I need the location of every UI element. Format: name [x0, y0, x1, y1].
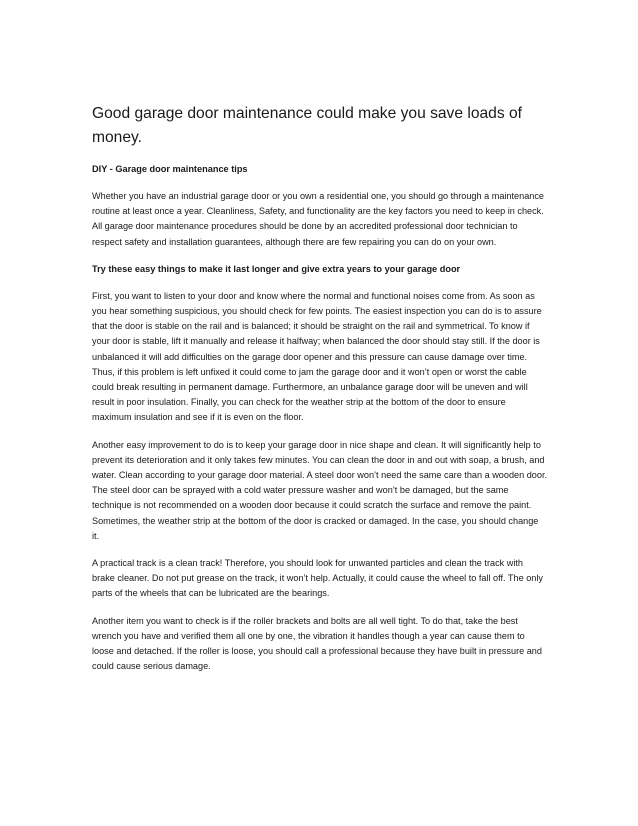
document-page — [92, 102, 547, 686]
section-subheading: DIY - Garage door maintenance tips — [92, 164, 248, 174]
body-paragraph-track: A practical track is a clean track! Therefore, you should look for unwanted particles and clean the track with brake cleaner. Do not put grease on the track, it won’t help. Actually, it could cause the wheel to fall off. The only parts of the wheels that can be lubricated are the bearings. — [92, 558, 543, 599]
document-title: Good garage door maintenance could make you save loads of money. — [92, 105, 522, 146]
intro-paragraph: Whether you have an industrial garage door or you own a residential one, you should go through a maintenance routine at least once a year. Cleanliness, Safety, and functionality are the key factors you need to keep in check. All garage door maintenance procedures should be done by an accredited professional door technician to respect safety and installation guarantees, although there are few repairing you can do on your own. — [92, 191, 544, 247]
body-paragraph-rollers: Another item you want to check is if the roller brackets and bolts are all well tight. To do that, take the best wrench you have and verified them all one by one, the vibration it handles though a year can cause them to loose and detached. If the roller is loose, you should call a professional because they have built in pressure and could cause serious damage. — [92, 615, 542, 672]
body-paragraph-listen: First, you want to listen to your door and know where the normal and functional noises come from. As soon as you hear something suspicious, you should check for few points. The easiest inspection you can do is to assure that the door is stable on the rail and is balanced; it should be straight on the rail and symmetrical. To know if your door is stable, lift it manually and release it halfway; when balanced the door should stay still. If the door is unbalanced it will add difficulties on the garage door opener and this pressure can cause damage over time. Thus, if this problem is left unfixed it could come to jam the garage door and it won’t open or worst the cable could break resulting in permanent damage. Furthermore, an unbalance garage door will be uneven and will result in poor insulation. Finally, you can check for the weather strip at the bottom of the door to ensure maximum insulation and see if it is even on the floor. — [92, 290, 542, 423]
tips-heading: Try these easy things to make it last longer and give extra years to your garage door — [92, 263, 461, 274]
body-paragraph-clean: Another easy improvement to do is to keep your garage door in nice shape and clean. It will significantly help to prevent its deterioration and it only takes few minutes. You can clean the door in and out with soap, a brush, and water. Clean according to your garage door material. A steel door won’t need the same care than a wooden door. The steel door can be sprayed with a cold water pressure washer and won’t be damaged, but the same technique is not recommended on a wooden door because it could scratch the surface and remove the paint. Sometimes, the weather strip at the bottom of the door is cracked or damaged. In the case, you should change it. — [92, 439, 548, 541]
